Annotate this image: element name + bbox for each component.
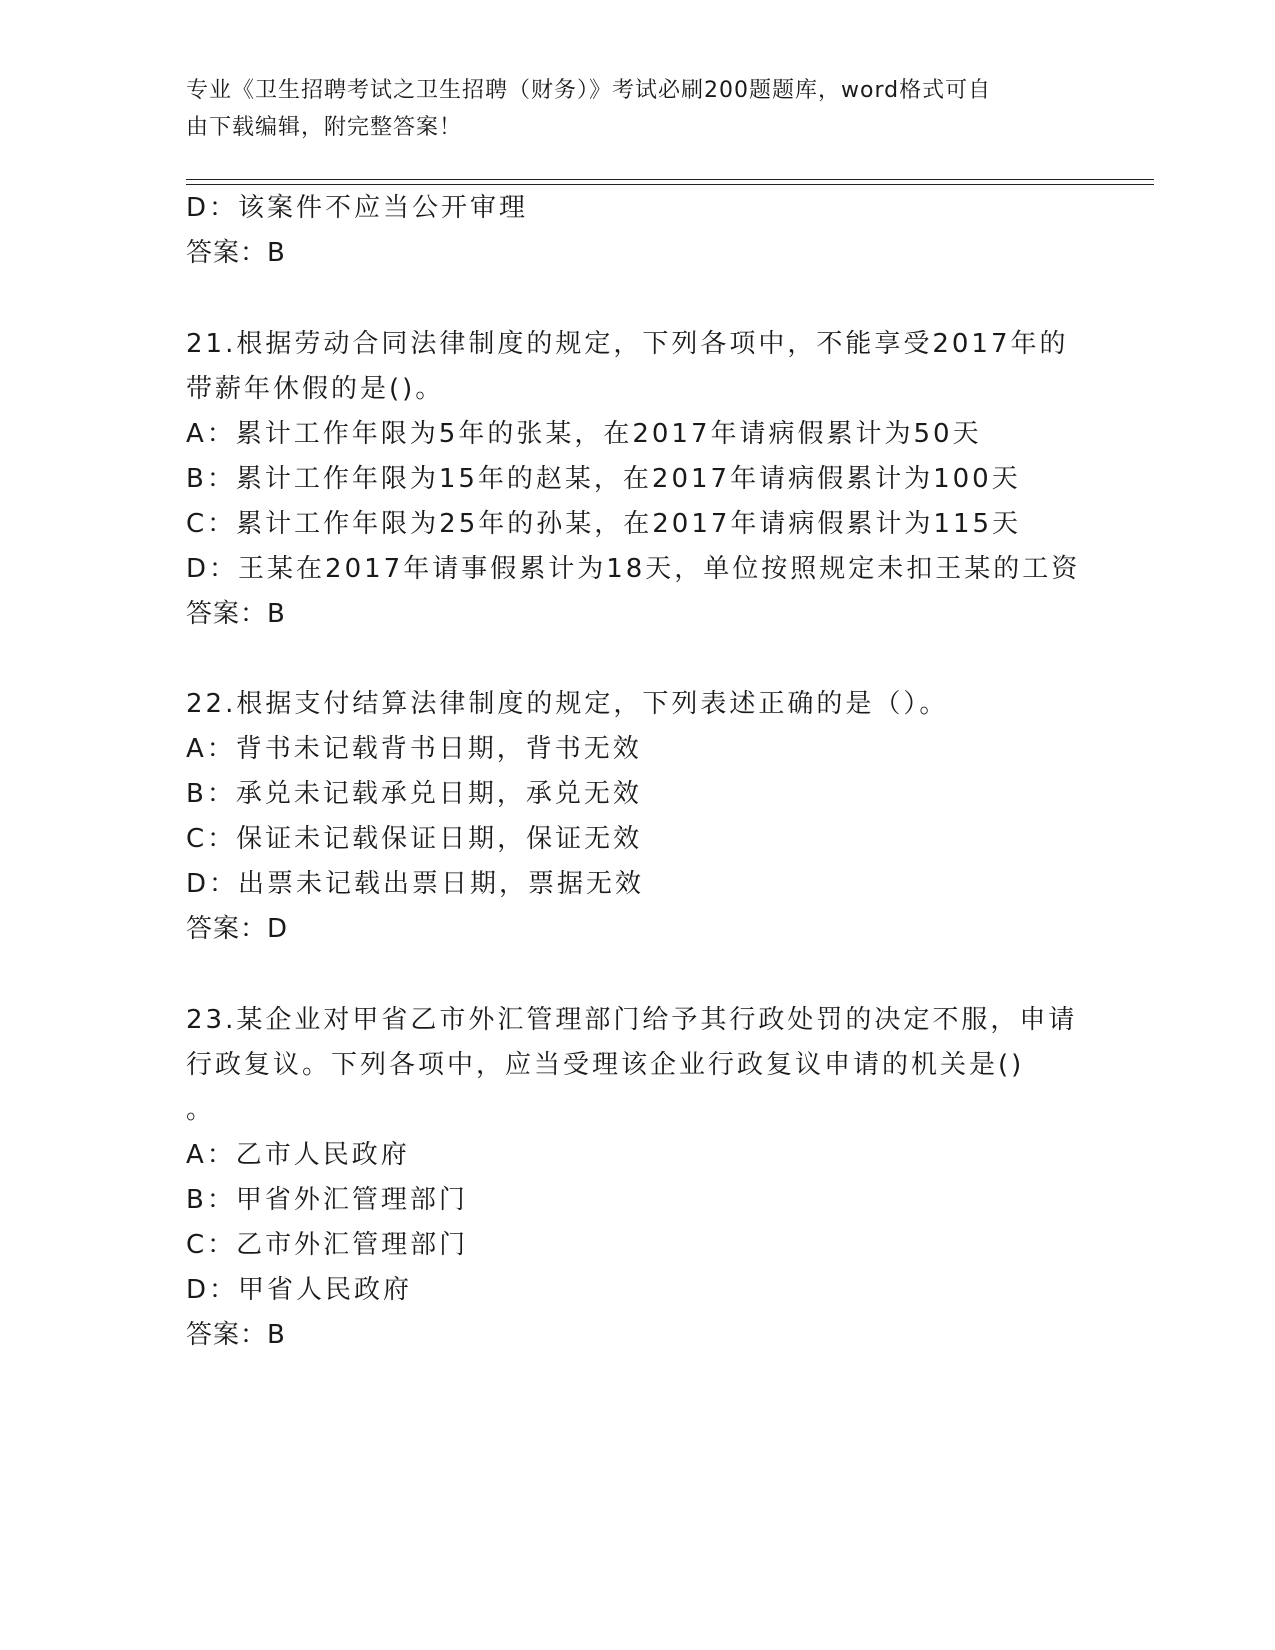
q23-option-b: B：甲省外汇管理部门 [186,1185,468,1215]
q23-option-c: C：乙市外汇管理部门 [186,1230,469,1260]
q21-stem-line-1: 21.根据劳动合同法律制度的规定，下列各项中，不能享受2017年的 [186,329,1069,359]
document-header [186,72,1086,146]
q22-answer: 答案：D [186,914,289,944]
q21-option-c: C：累计工作年限为25年的孙某，在2017年请病假累计为115天 [186,509,1022,539]
prev-option-d: D：该案件不应当公开审理 [186,193,529,223]
q23-answer: 答案：B [186,1320,286,1350]
header-line-2: 由下载编辑，附完整答案！ [186,115,463,140]
q21-option-d: D：王某在2017年请事假累计为18天，单位按照规定未扣王某的工资 [186,554,1081,584]
q23-stem-line-3: 。 [186,1095,216,1125]
prev-answer: 答案：B [186,238,286,268]
q23-stem-line-2: 行政复议。下列各项中，应当受理该企业行政复议申请的机关是() [186,1050,1025,1080]
q23-stem-line-1: 23.某企业对甲省乙市外汇管理部门给予其行政处罚的决定不服，申请 [186,1005,1078,1035]
header-divider-bottom [186,184,1154,185]
q21-option-b: B：累计工作年限为15年的赵某，在2017年请病假累计为100天 [186,464,1021,494]
q21-option-a: A：累计工作年限为5年的张某，在2017年请病假累计为50天 [186,419,982,449]
q22-option-d: D：出票未记载出票日期，票据无效 [186,869,645,899]
header-line-1: 专业《卫生招聘考试之卫生招聘（财务）》考试必刷200题题库，word格式可自 [186,78,992,103]
q21-stem-line-2: 带薪年休假的是()。 [186,374,445,404]
q21-answer: 答案：B [186,599,286,629]
q22-stem-line-1: 22.根据支付结算法律制度的规定，下列表述正确的是（）。 [186,689,949,719]
q23-option-a: A：乙市人民政府 [186,1140,410,1170]
q22-option-b: B：承兑未记载承兑日期，承兑无效 [186,779,642,809]
q23-option-d: D：甲省人民政府 [186,1275,413,1305]
q22-option-c: C：保证未记载保证日期，保证无效 [186,824,643,854]
q22-option-a: A：背书未记载背书日期，背书无效 [186,734,642,764]
header-divider-top [186,179,1154,180]
